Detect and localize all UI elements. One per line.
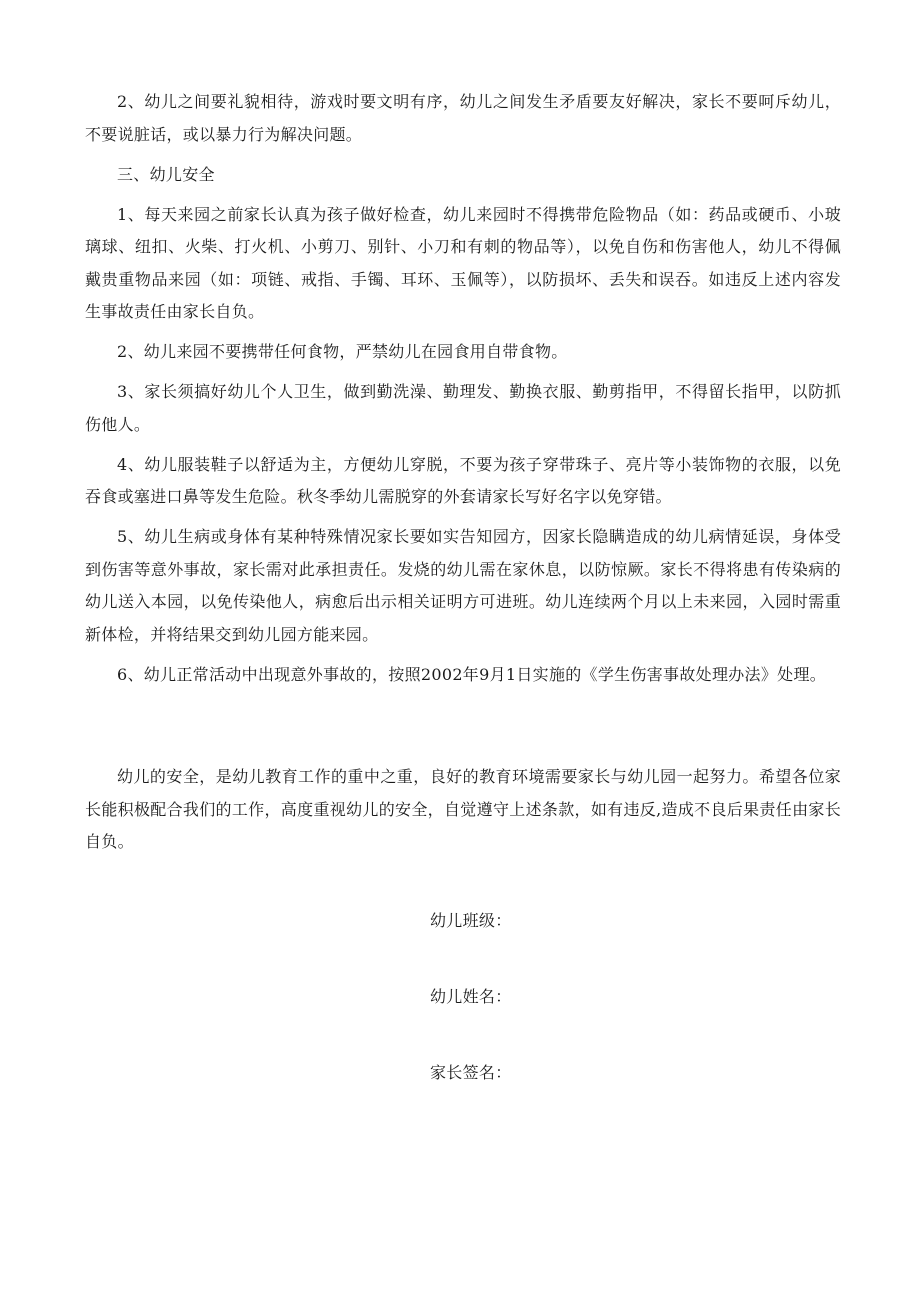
rule-item-2-courtesy: 2、幼儿之间要礼貌相待，游戏时要文明有序，幼儿之间发生矛盾要友好解决，家长不要呵斥幼儿，不要说脏话，或以暴力行为解决问题。	[85, 92, 841, 144]
closing-statement-block	[85, 761, 841, 859]
section-heading-safety: 三、幼儿安全	[117, 164, 215, 184]
safety-item-5: 5、幼儿生病或身体有某种特殊情况家长要如实告知园方，因家长隐瞒造成的幼儿病情延误，身体受到伤害等意外事故，家长需对此承担责任。发烧的幼儿需在家休息，以防惊厥。家长不得将患有传染病的幼儿送入本园，以免传染他人，病愈后出示相关证明方可进班。幼儿连续两个月以上未来园，入园时需重新体检，并将结果交到幼儿园方能来园。	[85, 527, 841, 644]
safety-item-2: 2、幼儿来园不要携带任何食物，严禁幼儿在园食用自带食物。	[117, 342, 568, 361]
child-name-label: 幼儿姓名：	[430, 987, 512, 1006]
safety-item-4: 4、幼儿服装鞋子以舒适为主，方便幼儿穿脱，不要为孩子穿带珠子、亮片等小装饰物的衣服，以免吞食或塞进口鼻等发生危险。秋冬季幼儿需脱穿的外套请家长写好名字以免穿错。	[85, 454, 841, 506]
document-body	[85, 86, 841, 691]
safety-item-1: 1、每天来园之前家长认真为孩子做好检查，幼儿来园时不得携带危险物品（如：药品或硬币、小玻璃球、纽扣、火柴、打火机、小剪刀、别针、小刀和有刺的物品等），以免自伤和伤害他人，幼儿不得佩戴贵重物品来园（如：项链、戒指、手镯、耳环、玉佩等），以防损坏、丢失和误吞。如违反上述内容发生事故责任由家长自负。	[85, 204, 841, 321]
parent-signature-label: 家长签名：	[430, 1063, 512, 1082]
safety-item-3: 3、家长须搞好幼儿个人卫生，做到勤洗澡、勤理发、勤换衣服、勤剪指甲，不得留长指甲，以防抓伤他人。	[85, 382, 841, 434]
class-label: 幼儿班级：	[430, 911, 512, 930]
safety-item-6: 6、幼儿正常活动中出现意外事故的，按照2002年9月1日实施的《学生伤害事故处理办法》处理。	[117, 664, 827, 684]
closing-statement: 幼儿的安全，是幼儿教育工作的重中之重，良好的教育环境需要家长与幼儿园一起努力。希望各位家长能积极配合我们的工作，高度重视幼儿的安全，自觉遵守上述条款，如有违反,造成不良后果责任由家长自负。	[85, 767, 841, 851]
